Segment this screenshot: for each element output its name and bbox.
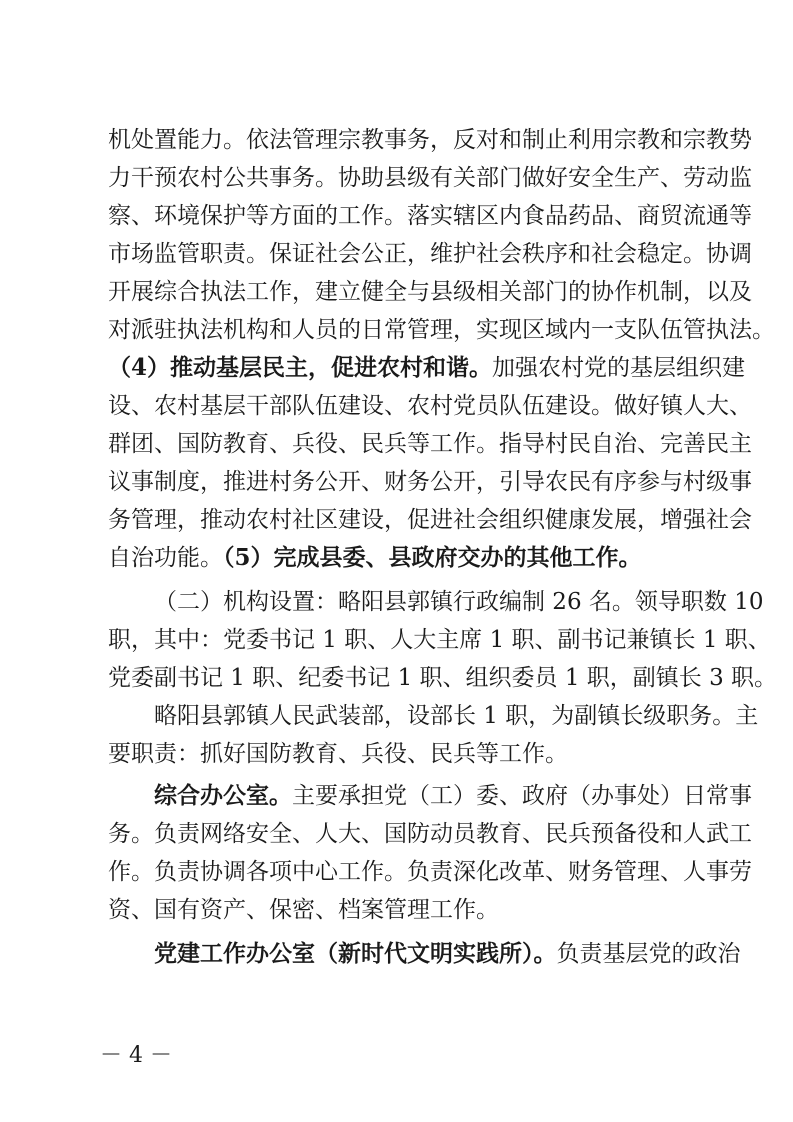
text-run: 市场监管职责。保证社会公正，维护社会秩序和社会稳定。协调 [108,241,752,267]
text-line [108,854,752,890]
text-run: 略阳县郭镇人民武装部，设部长 1 职，为副镇长级职务。主 [154,703,759,729]
text-run: 职，其中：党委书记 1 职、人大主席 1 职、副书记兼镇长 1 职、 [108,627,771,653]
text-run: 务。负责网络安全、人大、国防动员教育、民兵预备役和人武工 [108,821,752,847]
text-run: 主要承担党（工）委、政府（办事处）日常事 [292,783,752,809]
text-line [108,892,708,928]
text-line [108,464,752,500]
text-run: 作。负责协调各项中心工作。负责深化改革、财务管理、人事劳 [108,859,752,885]
text-run: 机处置能力。依法管理宗教事务，反对和制止利用宗教和宗教势 [108,127,752,153]
text-run: 资、国有资产、保密、档案管理工作。 [108,897,499,923]
text-line [108,350,746,386]
text-run: 开展综合执法工作，建立健全与县级相关部门的协作机制，以及 [108,279,752,305]
text-line [108,122,752,158]
text-run: 议事制度，推进村务公开、财务公开，引导农民有序参与村级事 [108,469,752,495]
text-run: 务管理，推动农村社区建设，促进社会组织健康发展，增强社会 [108,507,752,533]
text-line [154,936,741,972]
text-line [108,426,752,462]
text-run: （二）机构设置：略阳县郭镇行政编制 26 名。领导职数 10 [154,589,764,615]
text-line [154,698,759,734]
text-line [108,198,752,234]
text-run: 负责基层党的政治 [556,941,741,967]
text-run: 力干预农村公共事务。协助县级有关部门做好安全生产、劳动监 [108,165,752,191]
text-line [108,736,708,772]
text-line [108,540,708,576]
bold-text: （5）完成县委、县政府交办的其他工作。 [223,544,642,571]
text-run: 群团、国防教育、兵役、民兵等工作。指导村民自治、完善民主 [108,431,752,457]
bold-text: 综合办公室。 [154,782,292,809]
text-line [108,502,752,538]
text-run: 加强农村党的基层组织建 [492,355,746,381]
bold-text: （4）推动基层民主，促进农村和谐。 [108,354,493,381]
text-line [108,274,752,310]
text-line [108,312,775,348]
bold-text: 党建工作办公室（新时代文明实践所）。 [154,940,557,967]
text-line [108,160,752,196]
text-line [108,816,752,852]
text-line [154,778,752,814]
text-line [154,584,764,620]
text-line [108,236,752,272]
text-run: 党委副书记 1 职、纪委书记 1 职、组织委员 1 职，副镇长 3 职。 [108,665,778,691]
text-run: 自治功能。 [108,545,223,571]
text-line [108,660,778,696]
text-run: 对派驻执法机构和人员的日常管理，实现区域内一支队伍管执法。 [108,317,775,343]
text-line [108,388,752,424]
page-number: － 4 － [100,1043,172,1068]
text-run: 要职责：抓好国防教育、兵役、民兵等工作。 [108,741,568,767]
text-run: 设、农村基层干部队伍建设、农村党员队伍建设。做好镇人大、 [108,393,752,419]
text-line [108,622,771,658]
text-run: 察、环境保护等方面的工作。落实辖区内食品药品、商贸流通等 [108,203,752,229]
